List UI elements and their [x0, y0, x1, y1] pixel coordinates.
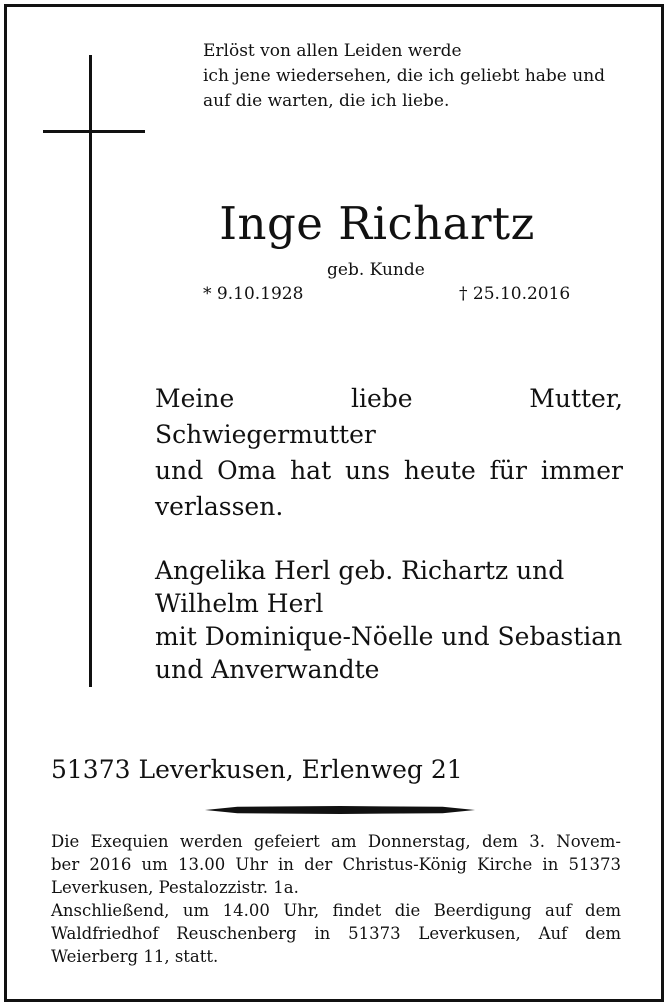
mourner-line: mit Dominique-Nöelle und Sebastian — [155, 622, 623, 651]
birth-date: * 9.10.1928 — [203, 284, 304, 304]
deceased-name: Inge Richartz — [219, 197, 535, 250]
cross-horizontal-bar — [43, 130, 145, 133]
motto-line: ich jene wiedersehen, die ich geliebt habe und — [203, 66, 606, 86]
maiden-name: geb. Kunde — [327, 260, 425, 280]
farewell-message — [155, 381, 623, 525]
message-line: verlassen. — [155, 492, 284, 521]
ornamental-divider — [205, 806, 475, 814]
cross-vertical-bar — [89, 55, 92, 687]
mourners-list — [155, 554, 635, 686]
mourner-line: und Anverwandte — [155, 655, 380, 684]
mourner-line: Wilhelm Herl — [155, 589, 324, 618]
death-date: † 25.10.2016 — [459, 284, 571, 304]
obituary-notice — [4, 4, 664, 1002]
details-line: Die Exequien werden gefeiert am Donnerstag, dem 3. Novem- — [51, 832, 621, 851]
message-line: Meine liebe Mutter, Schwiegermutter — [155, 384, 623, 449]
service-details — [51, 830, 621, 968]
details-line: Weierberg 11, statt. — [51, 947, 219, 966]
motto-verse — [203, 39, 643, 114]
motto-line: Erlöst von allen Leiden werde — [203, 41, 462, 61]
family-address: 51373 Leverkusen, Erlenweg 21 — [51, 755, 463, 784]
mourner-line: Angelika Herl geb. Richartz und — [155, 556, 565, 585]
details-line: Leverkusen, Pestalozzistr. 1a. — [51, 878, 299, 897]
motto-line: auf die warten, die ich liebe. — [203, 91, 450, 111]
details-line: ber 2016 um 13.00 Uhr in der Christus-König Kirche in 51373 — [51, 855, 621, 874]
details-line: Waldfriedhof Reuschenberg in 51373 Leverkusen, Auf dem — [51, 924, 621, 943]
details-line: Anschließend, um 14.00 Uhr, findet die Beerdigung auf dem — [51, 901, 621, 920]
message-line: und Oma hat uns heute für immer — [155, 456, 623, 485]
